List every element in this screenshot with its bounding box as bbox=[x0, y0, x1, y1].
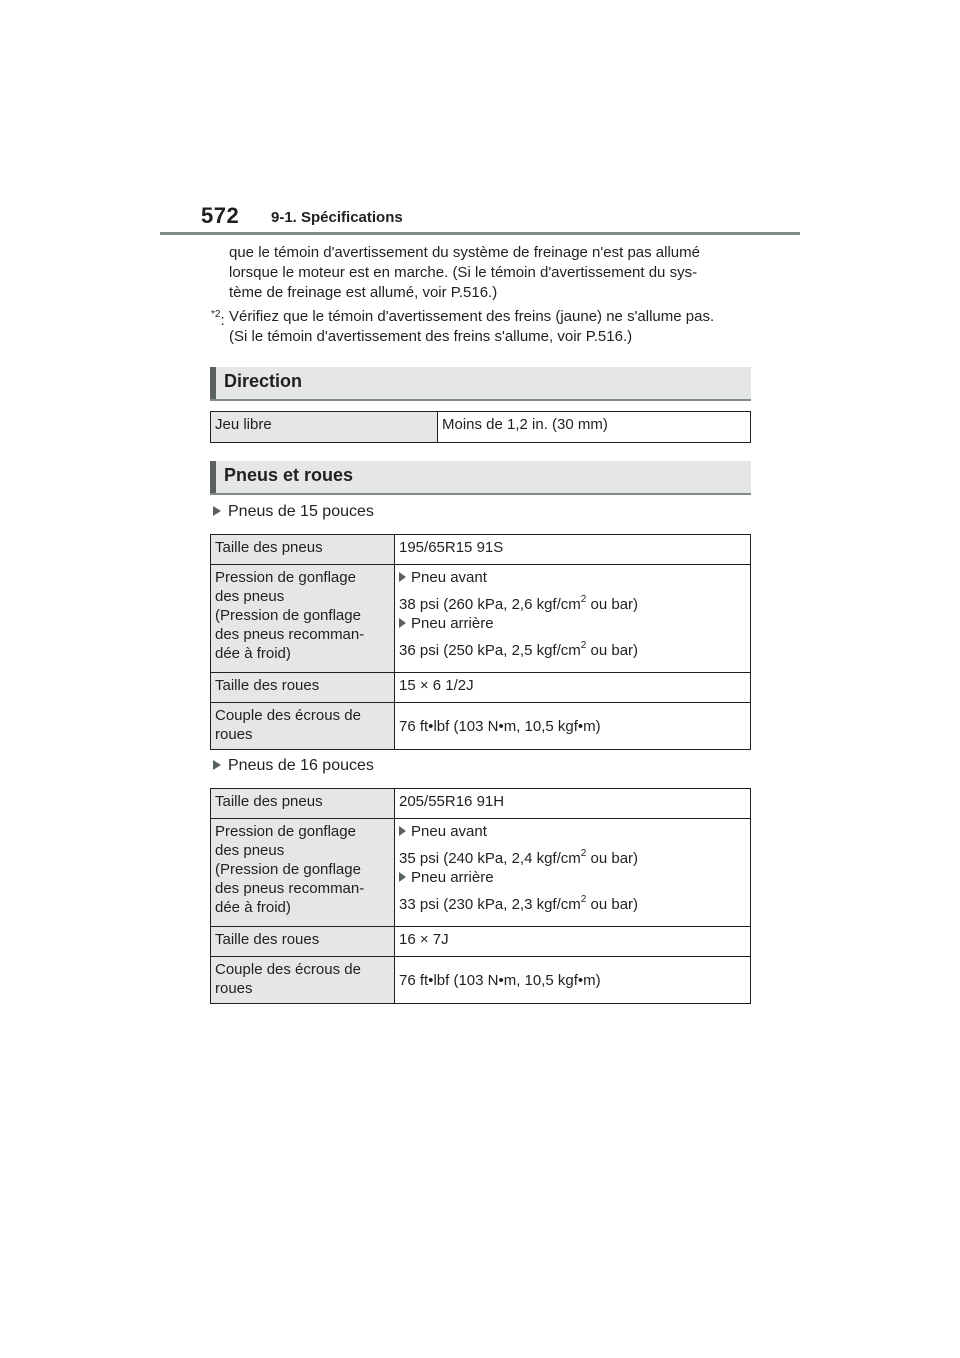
table-cell-value: 76 ft•lbf (103 N•m, 10,5 kgf•m) bbox=[395, 703, 751, 750]
pressure-label-line: des pneus recomman- bbox=[215, 626, 365, 643]
table-row bbox=[211, 673, 751, 703]
table-row bbox=[211, 535, 751, 565]
footnote-2 bbox=[211, 307, 761, 347]
direction-heading bbox=[210, 367, 751, 401]
table-cell-label bbox=[211, 565, 395, 673]
triangle-bullet-icon bbox=[399, 618, 406, 628]
triangle-bullet-icon bbox=[399, 572, 406, 582]
rear-tire-label: Pneu arrière bbox=[399, 614, 746, 633]
front-tire-label: Pneu avant bbox=[399, 568, 746, 587]
footnote-line-2: (Si le témoin d'avertissement des freins s'allume, voir P.516.) bbox=[229, 328, 633, 345]
tire-15-table bbox=[210, 534, 751, 750]
table-row bbox=[211, 412, 751, 443]
pressure-label-line: dée à froid) bbox=[215, 645, 291, 662]
pressure-label-line: des pneus recomman- bbox=[215, 880, 365, 897]
table-cell-value: 15 × 6 1/2J bbox=[395, 673, 751, 703]
table-row bbox=[211, 819, 751, 927]
triangle-bullet-icon bbox=[399, 826, 406, 836]
front-tire-pressure: 35 psi (240 kPa, 2,4 kgf/$cm^2$ ou bar) bbox=[399, 848, 639, 867]
subsection-16-inch bbox=[213, 757, 374, 775]
triangle-bullet-icon bbox=[213, 506, 221, 516]
tires-heading-label: Pneus et roues bbox=[224, 465, 354, 485]
intro-line-3: tème de freinage est allumé, voir P.516.) bbox=[229, 284, 498, 301]
rear-tire-label: Pneu arrière bbox=[399, 868, 746, 887]
pressure-label-line: des pneus bbox=[215, 588, 285, 605]
table-cell-label: Couple des écrous de roues bbox=[211, 957, 395, 1004]
table-cell-value: 205/55R16 91H bbox=[395, 789, 751, 819]
table-cell-label: Taille des pneus bbox=[211, 535, 395, 565]
table-cell-label bbox=[211, 819, 395, 927]
footnote-line-1: Vérifiez que le témoin d'avertissement des freins (jaune) ne s'allume pas. bbox=[229, 308, 715, 325]
table-cell-value: 195/65R15 91S bbox=[395, 535, 751, 565]
subsection-15-inch bbox=[213, 503, 374, 521]
table-cell-value bbox=[395, 819, 751, 927]
pressure-label-line: des pneus bbox=[215, 842, 285, 859]
intro-line-1: que le témoin d'avertissement du système de freinage n'est pas allumé bbox=[229, 244, 700, 261]
table-cell-label: Couple des écrous de roues bbox=[211, 703, 395, 750]
direction-heading-label: Direction bbox=[224, 371, 303, 391]
intro-line-2: lorsque le moteur est en marche. (Si le témoin d'avertissement du sys- bbox=[229, 264, 698, 281]
table-cell-value bbox=[395, 565, 751, 673]
table-cell-value: Moins de 1,2 in. (30 mm) bbox=[438, 412, 751, 443]
table-cell-label: Taille des roues bbox=[211, 673, 395, 703]
heading-accent-bar bbox=[210, 367, 216, 399]
pressure-label-line: (Pression de gonflage bbox=[215, 861, 361, 878]
subsection-16-title: Pneus de 16 pouces bbox=[228, 757, 374, 774]
table-row bbox=[211, 957, 751, 1004]
tire-16-table bbox=[210, 788, 751, 1004]
table-cell-value: 16 × 7J bbox=[395, 927, 751, 957]
rear-tire-pressure: 36 psi (250 kPa, 2,5 kgf/$cm^2$ ou bar) bbox=[399, 640, 639, 659]
table-cell-label: Taille des pneus bbox=[211, 789, 395, 819]
triangle-bullet-icon bbox=[213, 760, 221, 770]
pressure-label-line: (Pression de gonflage bbox=[215, 607, 361, 624]
pressure-label-line: dée à froid) bbox=[215, 899, 291, 916]
table-row bbox=[211, 703, 751, 750]
front-tire-label: Pneu avant bbox=[399, 822, 746, 841]
table-cell-label: Jeu libre bbox=[211, 412, 438, 443]
rear-tire-pressure: 33 psi (230 kPa, 2,3 kgf/$cm^2$ ou bar) bbox=[399, 894, 639, 913]
table-row bbox=[211, 789, 751, 819]
header-divider bbox=[160, 232, 800, 235]
triangle-bullet-icon bbox=[399, 872, 406, 882]
footnote-marker: $^{*2}$: bbox=[211, 309, 225, 329]
table-row bbox=[211, 565, 751, 673]
table-row bbox=[211, 927, 751, 957]
table-cell-value: 76 ft•lbf (103 N•m, 10,5 kgf•m) bbox=[395, 957, 751, 1004]
direction-table bbox=[210, 411, 751, 443]
table-cell-label: Taille des roues bbox=[211, 927, 395, 957]
page-number: 572 bbox=[201, 203, 240, 228]
subsection-15-title: Pneus de 15 pouces bbox=[228, 503, 374, 520]
section-title: 9-1. Spécifications bbox=[271, 209, 403, 226]
intro-paragraph bbox=[229, 243, 759, 303]
tires-heading bbox=[210, 461, 751, 495]
heading-accent-bar bbox=[210, 461, 216, 493]
pressure-label-line: Pression de gonflage bbox=[215, 823, 356, 840]
pressure-label-line: Pression de gonflage bbox=[215, 569, 356, 586]
front-tire-pressure: 38 psi (260 kPa, 2,6 kgf/$cm^2$ ou bar) bbox=[399, 594, 639, 613]
